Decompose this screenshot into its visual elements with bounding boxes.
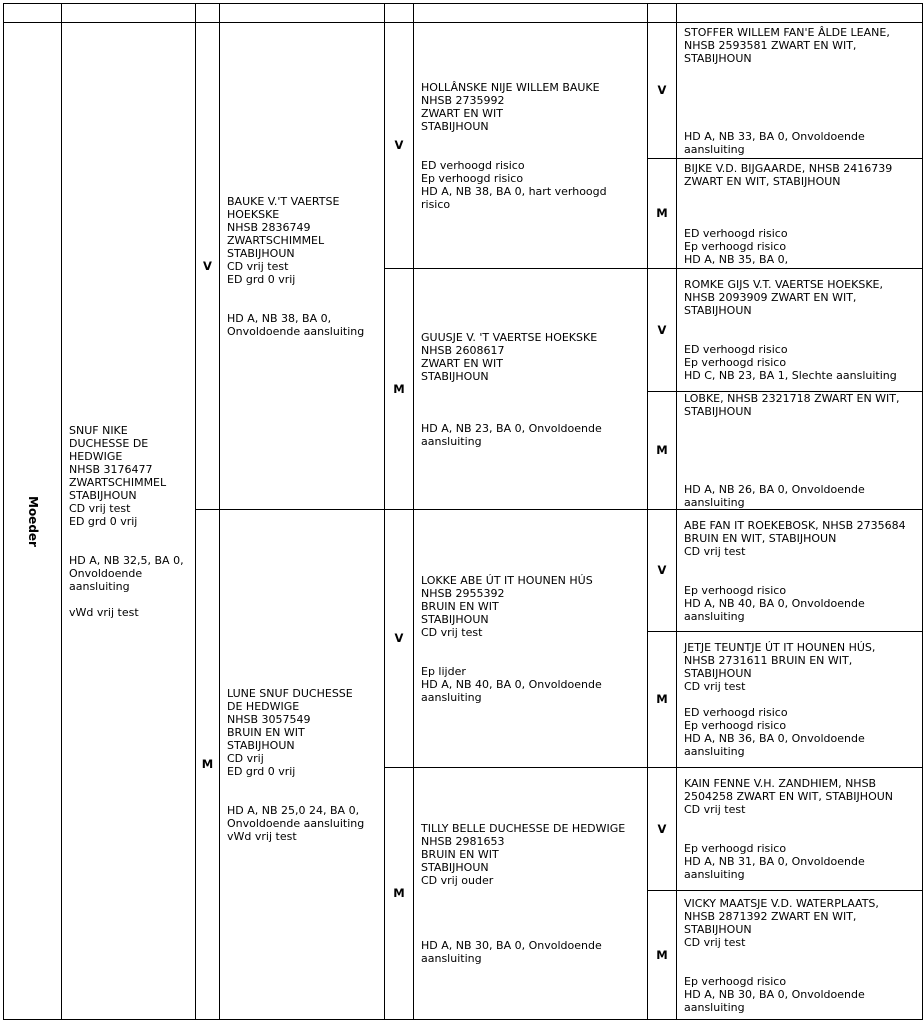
great-grandparent-text-1: STOFFER WILLEM FAN'E ÂLDE LEANE, NHSB 2593581 ZWART EN WIT, STABIJHOUN HD A, NB 33, BA 0, Onvoldoende aansluiting <box>684 25 890 156</box>
great-grandparent-text-3: ROMKE GIJS V.T. VAERTSE HOEKSKE, NHSB 2093909 ZWART EN WIT, STABIJHOUN ED verhoogd risico Ep verhoogd risico HD C, NB 23, BA 1, Slechte aansluiting <box>684 278 897 382</box>
header-cell <box>4 4 62 23</box>
pedigree-table <box>3 3 923 1020</box>
header-cell <box>677 4 923 23</box>
header-cell <box>385 4 414 23</box>
header-cell <box>648 4 677 23</box>
dam-text: SNUF NIKE DUCHESSE DE HEDWIGE NHSB 3176477 ZWARTSCHIMMEL STABIJHOUN CD vrij test ED grd 0 vrij HD A, NB 32,5, BA 0, Onvoldoende aansluiting vWd vrij test <box>69 423 184 619</box>
sex-marker-ggp3: V <box>648 269 677 392</box>
paternal-granddam-cell <box>414 269 648 510</box>
header-row <box>4 4 923 23</box>
great-grandparent-cell-1 <box>677 23 923 159</box>
great-grandparent-cell-7 <box>677 768 923 891</box>
paternal-grandsire-cell <box>414 23 648 269</box>
sex-marker-sire: V <box>196 23 220 510</box>
sex-marker-ggp6: M <box>648 632 677 768</box>
dam-parent-text: LUNE SNUF DUCHESSE DE HEDWIGE NHSB 3057549 BRUIN EN WIT STABIJHOUN CD vrij ED grd 0 vrij HD A, NB 25,0 24, BA 0, Onvoldoende aansluiting vWd vrij test <box>227 686 365 843</box>
side-label-cell <box>4 23 62 1020</box>
header-cell <box>414 4 648 23</box>
maternal-grandsire-text: LOKKE ABE ÚT IT HOUNEN HÚS NHSB 2955392 BRUIN EN WIT STABIJHOUN CD vrij test Ep lijder HD A, NB 40, BA 0, Onvoldoende aansluiting <box>421 573 602 704</box>
great-grandparent-cell-6 <box>677 632 923 768</box>
sex-marker-paternal-granddam: M <box>385 269 414 510</box>
sex-marker-ggp4: M <box>648 392 677 510</box>
sex-marker-ggp8: M <box>648 891 677 1020</box>
side-label: Moeder <box>26 495 40 547</box>
great-grandparent-text-6: JETJE TEUNTJE ÚT IT HOUNEN HÚS, NHSB 2731611 BRUIN EN WIT, STABIJHOUN CD vrij test ED verhoogd risico Ep verhoogd risico HD A, NB 36, BA 0, Onvoldoende aansluiting <box>684 641 876 758</box>
great-grandparent-text-7: KAIN FENNE V.H. ZANDHIEM, NHSB 2504258 ZWART EN WIT, STABIJHOUN CD vrij test Ep verhoogd risico HD A, NB 31, BA 0, Onvoldoende aansluiting <box>684 777 894 881</box>
header-cell <box>220 4 385 23</box>
sex-marker-maternal-grandsire: V <box>385 510 414 768</box>
maternal-granddam-text: TILLY BELLE DUCHESSE DE HEDWIGE NHSB 2981653 BRUIN EN WIT STABIJHOUN CD vrij ouder HD A, NB 30, BA 0, Onvoldoende aansluiting <box>421 822 626 965</box>
sex-marker-paternal-grandsire: V <box>385 23 414 269</box>
great-grandparent-cell-8 <box>677 891 923 1020</box>
sire-cell <box>220 23 385 510</box>
great-grandparent-cell-4 <box>677 392 923 510</box>
header-cell <box>62 4 196 23</box>
great-grandparent-cell-3 <box>677 269 923 392</box>
sex-marker-ggp7: V <box>648 768 677 891</box>
dam-cell <box>62 23 196 1020</box>
great-grandparent-cell-2 <box>677 159 923 269</box>
sex-marker-ggp2: M <box>648 159 677 269</box>
great-grandparent-text-2: BIJKE V.D. BIJGAARDE, NHSB 2416739 ZWART EN WIT, STABIJHOUN ED verhoogd risico Ep verhoogd risico HD A, NB 35, BA 0, <box>684 161 893 266</box>
sex-marker-ggp1: V <box>648 23 677 159</box>
sex-marker-dam-parent: M <box>196 510 220 1020</box>
header-cell <box>196 4 220 23</box>
sex-marker-maternal-granddam: M <box>385 768 414 1020</box>
great-grandparent-cell-5 <box>677 510 923 632</box>
great-grandparent-text-4: LOBKE, NHSB 2321718 ZWART EN WIT, STABIJHOUN HD A, NB 26, BA 0, Onvoldoende aansluiting <box>684 392 900 509</box>
paternal-granddam-text: GUUSJE V. 'T VAERTSE HOEKSKE NHSB 2608617 ZWART EN WIT STABIJHOUN HD A, NB 23, BA 0, Onvoldoende aansluiting <box>421 330 602 448</box>
dam-parent-cell <box>220 510 385 1020</box>
maternal-granddam-cell <box>414 768 648 1020</box>
sire-text: BAUKE V.'T VAERTSE HOEKSKE NHSB 2836749 ZWARTSCHIMMEL STABIJHOUN CD vrij test ED grd 0 vrij HD A, NB 38, BA 0, Onvoldoende aansluiting <box>227 194 365 338</box>
great-grandparent-text-5: ABE FAN IT ROEKEBOSK, NHSB 2735684 BRUIN EN WIT, STABIJHOUN CD vrij test Ep verhoogd risico HD A, NB 40, BA 0, Onvoldoende aansluiting <box>684 518 906 623</box>
paternal-grandsire-text: HOLLÂNSKE NIJE WILLEM BAUKE NHSB 2735992 ZWART EN WIT STABIJHOUN ED verhoogd risico Ep verhoogd risico HD A, NB 38, BA 0, hart verhoogd risico <box>421 80 607 211</box>
maternal-grandsire-cell <box>414 510 648 768</box>
great-grandparent-text-8: VICKY MAATSJE V.D. WATERPLAATS, NHSB 2871392 ZWART EN WIT, STABIJHOUN CD vrij test Ep verhoogd risico HD A, NB 30, BA 0, Onvoldoende aansluiting <box>684 896 879 1014</box>
sex-marker-ggp5: V <box>648 510 677 632</box>
